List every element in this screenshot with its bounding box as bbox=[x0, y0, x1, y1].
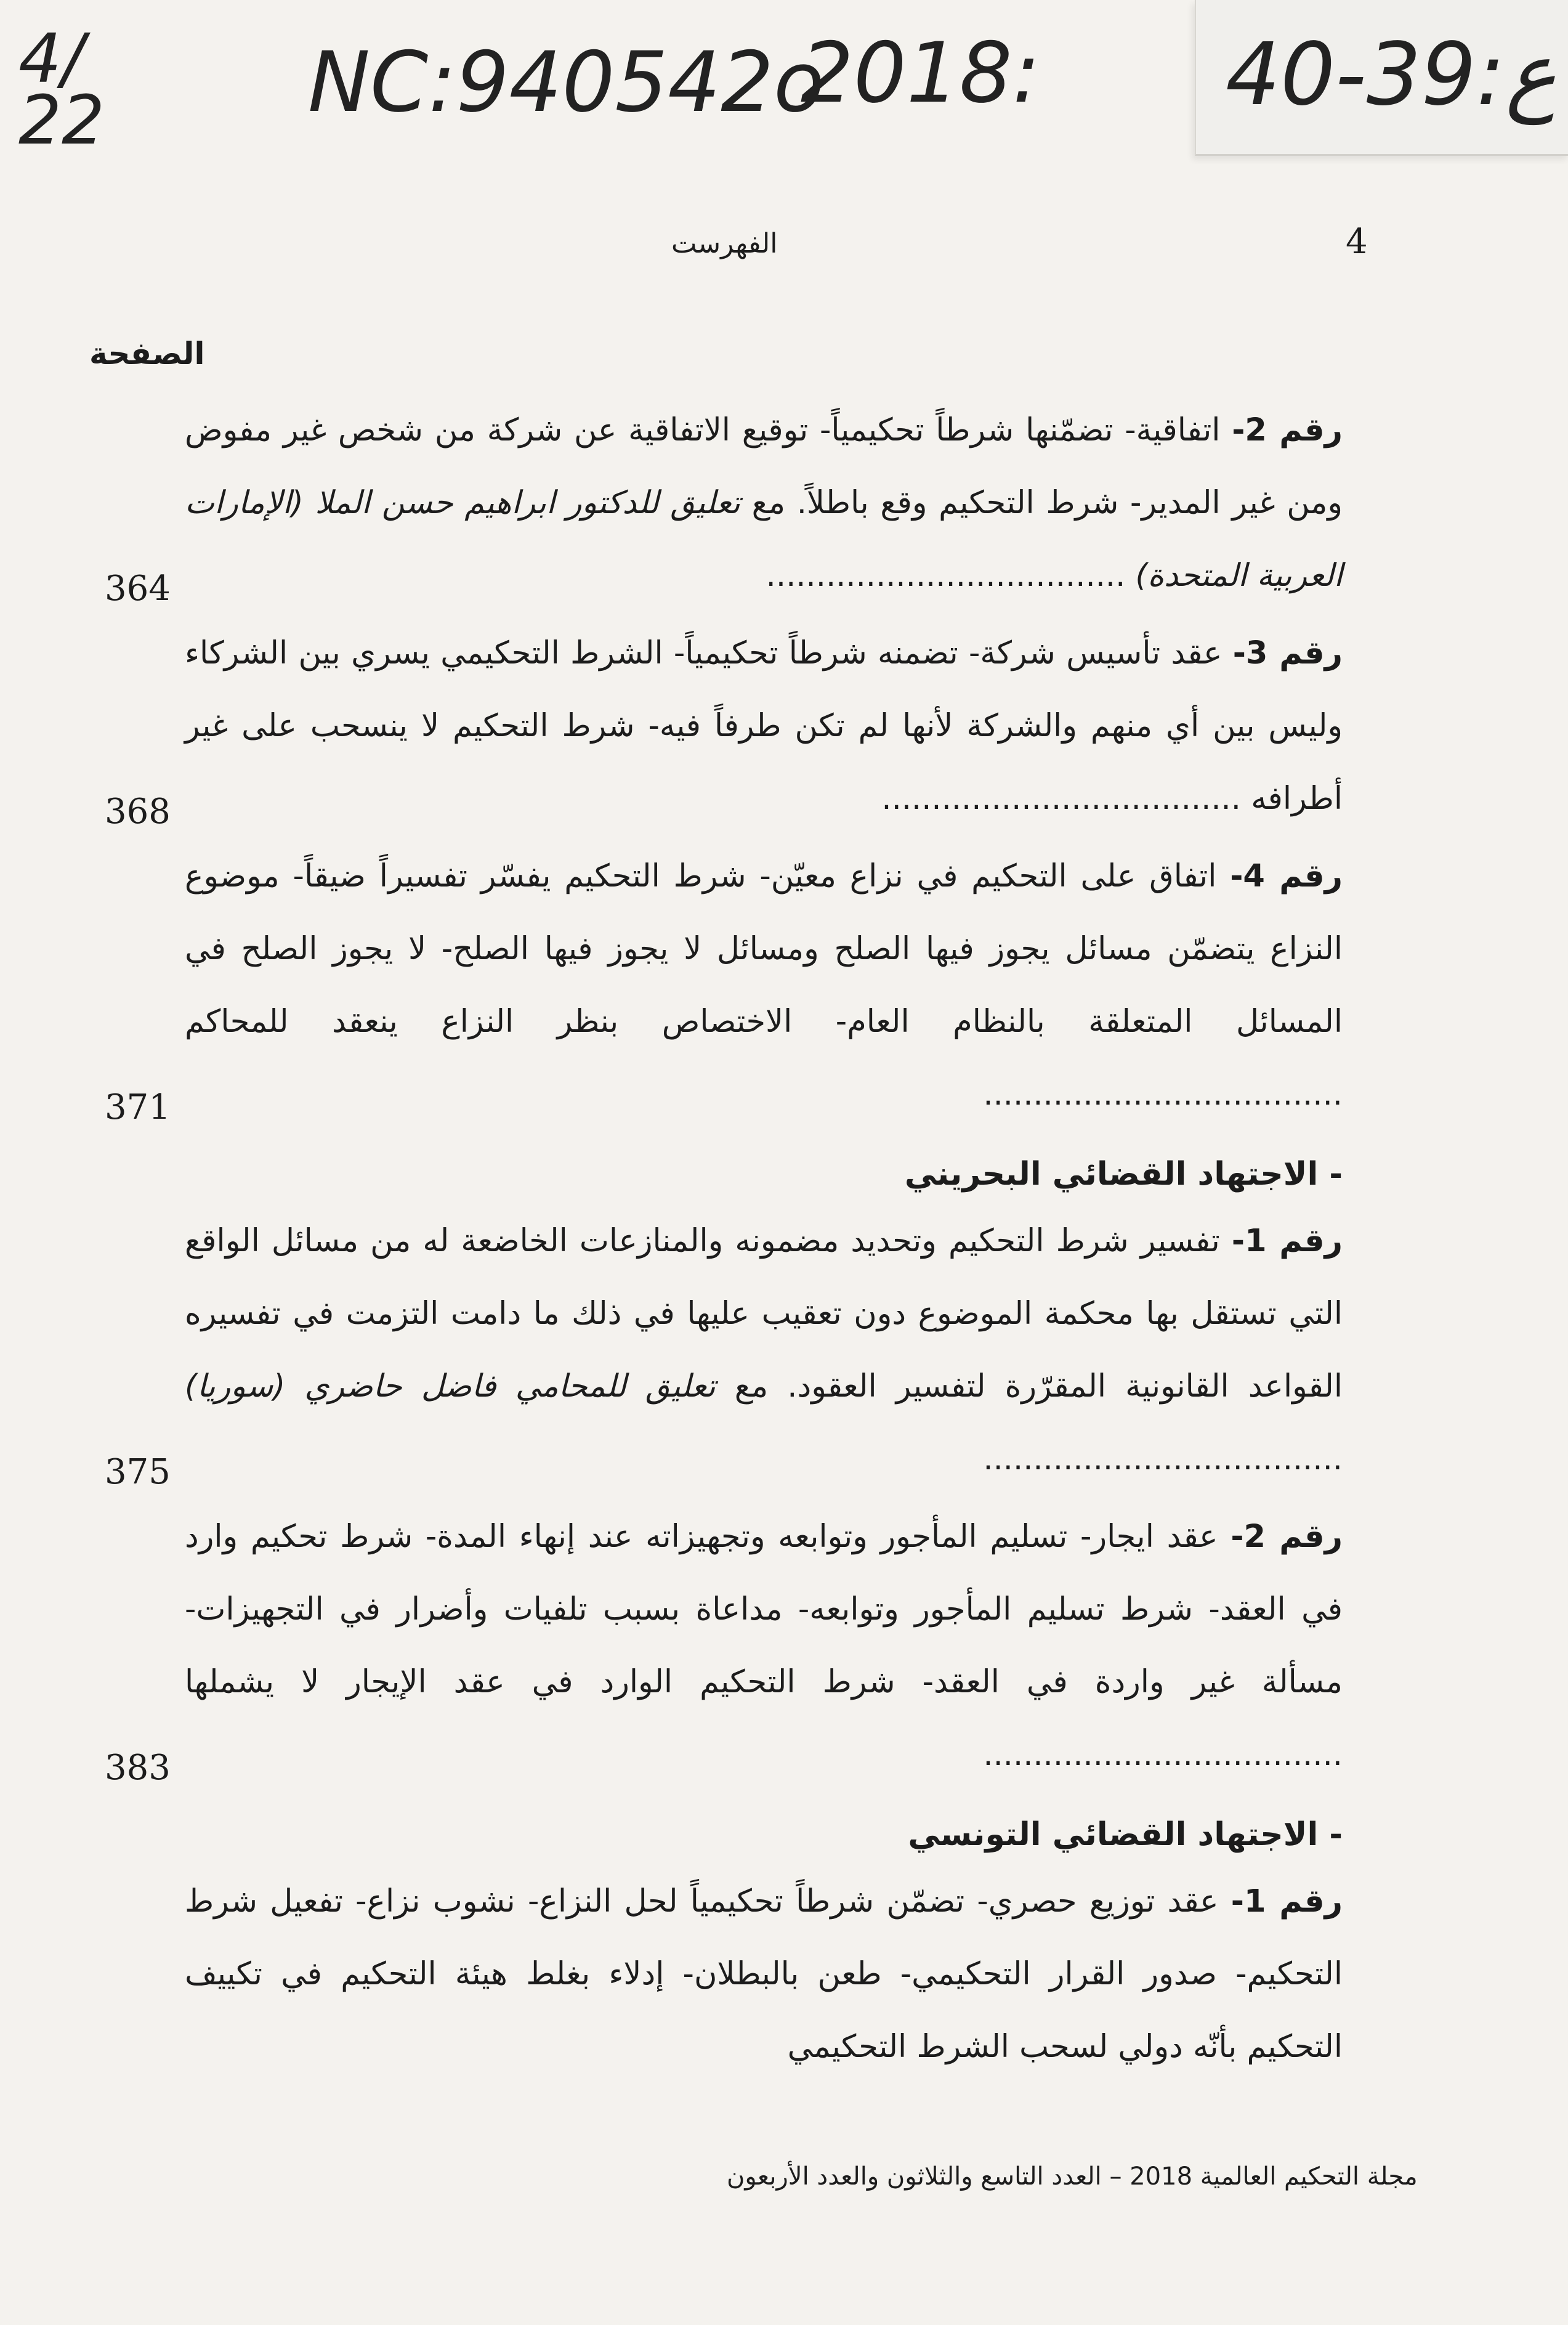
page-column-heading: الصفحة bbox=[89, 336, 205, 371]
toc-content bbox=[86, 394, 1343, 2088]
entry-note: تعليق للمحامي فاضل حاضري (سوريا) bbox=[185, 1368, 716, 1405]
handwritten-archive-code: 40-39:ع bbox=[1226, 25, 1557, 125]
entry-page: 383 bbox=[105, 1748, 171, 1788]
handwritten-fraction bbox=[18, 19, 105, 160]
entry-number: رقم 3- bbox=[1232, 635, 1343, 672]
entry-text: اتفاق على التحكيم في نزاع معيّن- شرط التحكيم يفسّر تفسيراً ضيقاً- موضوع النزاع يتضمّن مسائل يجوز فيها الصلح ومسائل لا يجوز فيها الصلح- لا يجوز الصلح في المسائل المتعلقة بالنظام العام- الاختصاص بنظر النزاع ينعقد للمحاكم bbox=[185, 858, 1343, 1040]
toc-entry bbox=[86, 1205, 1343, 1496]
entry-text: اتفاقية- تضمّنها شرطاً تحكيمياً- توقيع الاتفاقية عن شركة من شخص غير مفوض ومن غير المدير- شرط التحكيم وقع باطلاً. مع bbox=[185, 412, 1343, 521]
entry-number: رقم 2- bbox=[1231, 1519, 1343, 1555]
entry-text: تفسير شرط التحكيم وتحديد مضمونه والمنازعات الخاضعة له من مسائل الواقع التي تستقل بها محكمة الموضوع دون تعقيب عليها في ذلك ما دامت التزمت في تفسيره القواعد القانونية المقرّرة لتفسير العقود. مع bbox=[185, 1223, 1343, 1405]
entry-note: تعليق للدكتور ابراهيم حسن الملا (الإمارات العربية المتحدة) bbox=[185, 485, 1343, 594]
entry-number: رقم 4- bbox=[1230, 858, 1343, 895]
running-page-number: 4 bbox=[1346, 222, 1368, 262]
section-title-bahrain: - الاجتهاد القضائي البحريني bbox=[904, 1156, 1343, 1193]
toc-entry bbox=[86, 1865, 1343, 2084]
entry-text: عقد توزيع حصري- تضمّن شرطاً تحكيمياً لحل النزاع- نشوب نزاع- تفعيل شرط التحكيم- صدور القرار التحكيمي- طعن بالبطلان- إدلاء بغلط هيئة التحكيم في تكييف التحكيم بأنّه دولي لسحب الشرط التحكيمي bbox=[185, 1883, 1343, 2065]
running-title: الفهرست bbox=[671, 228, 778, 259]
handwritten-nc-code: NC:940542o bbox=[308, 34, 825, 131]
entry-page: 375 bbox=[105, 1452, 171, 1492]
entry-page: 368 bbox=[105, 792, 171, 832]
toc-entry bbox=[86, 617, 1343, 835]
entry-number: رقم 2- bbox=[1232, 412, 1343, 448]
entry-page: 364 bbox=[105, 569, 171, 609]
leader-dots: .................................... bbox=[983, 1076, 1343, 1113]
entry-number: رقم 1- bbox=[1231, 1883, 1343, 1920]
entry-text: عقد ايجار- تسليم المأجور وتوابعه وتجهيزاته عند إنهاء المدة- شرط تحكيم وارد في العقد- شرط تسليم المأجور وتوابعه- مداعاة بسبب تلفيات وأضرار في التجهيزات- مسألة غير واردة في العقد- شرط التحكيم الوارد في عقد الإيجار لا يشملها bbox=[185, 1519, 1343, 1700]
entry-text: عقد تأسيس شركة- تضمنه شرطاً تحكيمياً- الشرط التحكيمي يسري بين الشركاء وليس بين أي منهم والشركة لأنها لم تكن طرفاً فيه- شرط التحكيم لا ينسحب على غير أطرافه bbox=[185, 635, 1343, 817]
toc-entry bbox=[86, 840, 1343, 1131]
fraction-bottom: 22 bbox=[18, 81, 105, 160]
handwritten-year: 2018: bbox=[801, 25, 1041, 121]
toc-entry bbox=[86, 394, 1343, 612]
leader-dots: .................................... bbox=[983, 1737, 1343, 1773]
entry-page: 371 bbox=[105, 1087, 171, 1127]
entry-number: رقم 1- bbox=[1231, 1223, 1343, 1259]
section-title-tunisia: - الاجتهاد القضائي التونسي bbox=[908, 1816, 1343, 1853]
fraction-top: 4/ bbox=[18, 19, 85, 98]
journal-footer: مجلة التحكيم العالمية 2018 – العدد التاسع والثلاثون والعدد الأربعون bbox=[727, 2162, 1418, 2191]
toc-entry bbox=[86, 1501, 1343, 1791]
leader-dots: .................................... bbox=[881, 781, 1241, 817]
leader-dots: .................................... bbox=[766, 558, 1126, 594]
leader-dots: .................................... bbox=[983, 1441, 1343, 1477]
